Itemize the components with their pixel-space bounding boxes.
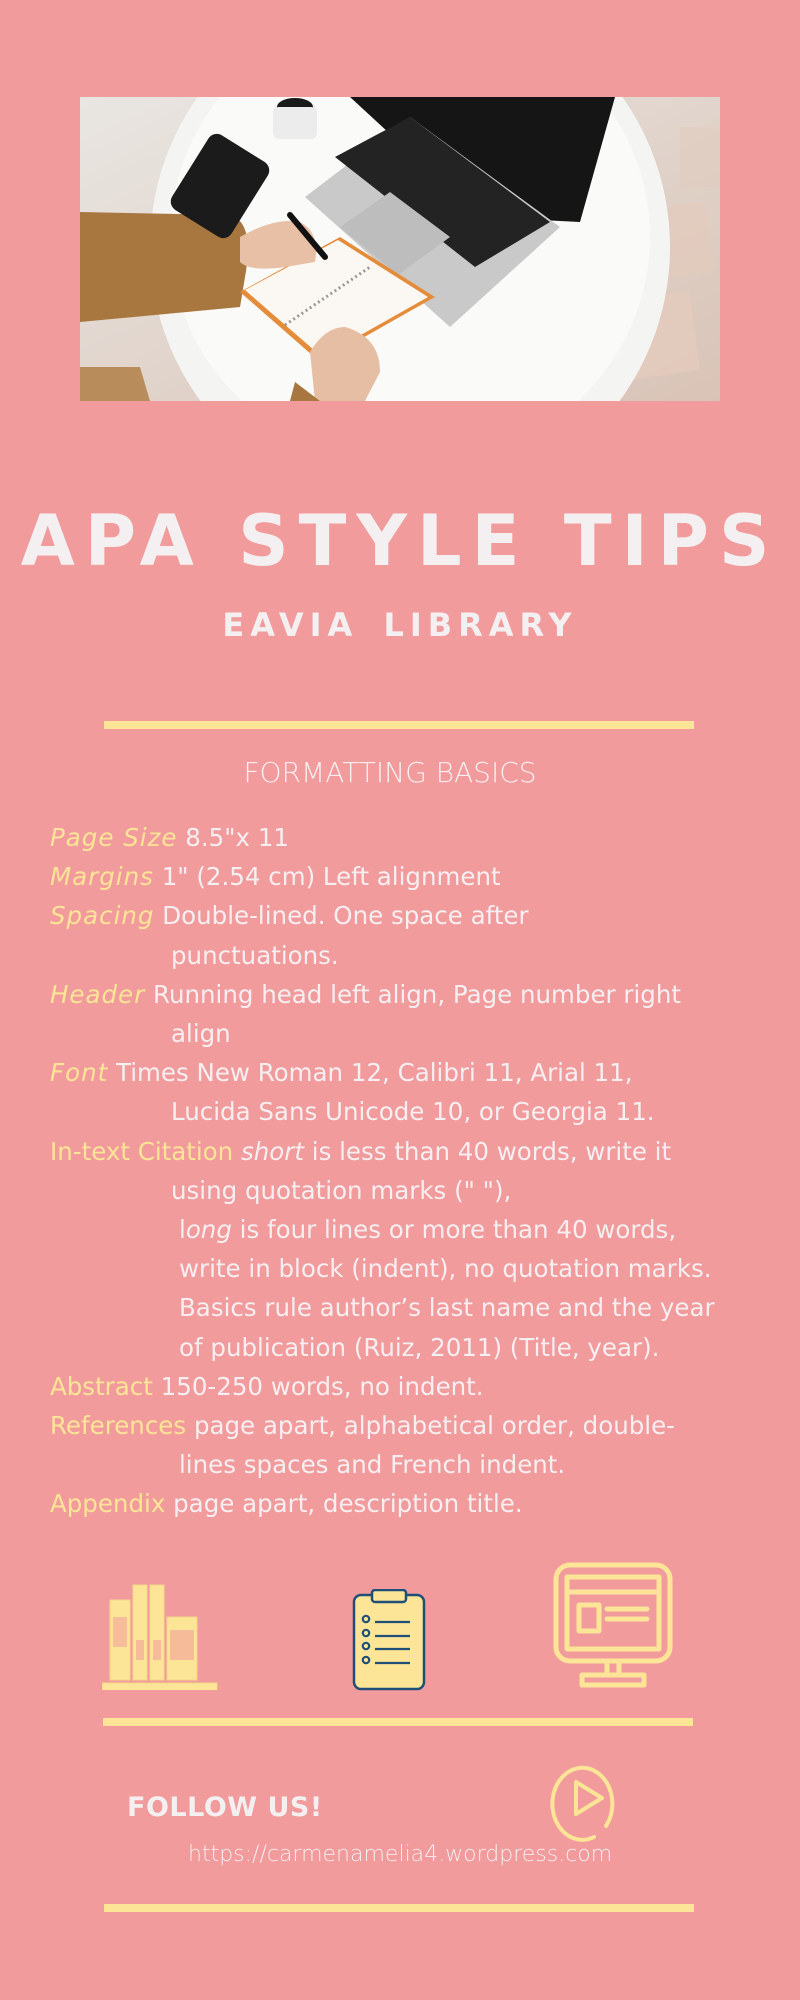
tip-margins — [50, 857, 770, 896]
follow-us-label: FOLLOW US! — [127, 1792, 323, 1823]
tip-label: Font — [50, 1058, 109, 1088]
tip-text: Double-lined. One space after — [162, 901, 529, 931]
tip-header — [50, 975, 770, 1053]
tip-text-continued: using quotation marks (" "), — [171, 1175, 512, 1205]
icons-row — [0, 1550, 800, 1700]
tip-spacing — [50, 896, 770, 974]
tip-text-continued: write in block (indent), no quotation marks. — [179, 1254, 712, 1284]
tip-label: Spacing — [50, 901, 155, 931]
hero-photo — [80, 97, 720, 401]
tip-font — [50, 1053, 770, 1131]
clipboard-checklist-icon — [352, 1589, 428, 1693]
tips-list — [50, 818, 770, 1524]
tip-label: References — [50, 1411, 187, 1441]
tip-label: In-text Citation — [50, 1136, 234, 1166]
tip-text: 150-250 words, no indent. — [160, 1371, 484, 1401]
short-keyword: short — [241, 1136, 304, 1166]
divider-top — [104, 721, 694, 729]
tip-text: 8.5"x 11 — [185, 823, 289, 852]
tip-text: page apart, alphabetical order, double- — [193, 1411, 676, 1441]
books-icon — [102, 1575, 222, 1690]
monitor-icon — [553, 1562, 675, 1690]
tip-text: page apart, description title. — [173, 1489, 523, 1519]
tip-label: Header — [50, 979, 146, 1009]
tip-text: Times New Roman 12, Calibri 11, Arial 11, — [116, 1058, 633, 1088]
divider-bottom — [104, 1904, 694, 1912]
laptop-desk-photo — [80, 97, 720, 401]
tip-label: Page Size — [50, 823, 178, 852]
long-keyword: ong — [185, 1215, 232, 1245]
long-keyword-first-letter: l — [179, 1215, 186, 1245]
tip-in-text-citation — [50, 1132, 770, 1367]
tip-text: Running head left align, Page number right — [153, 979, 681, 1009]
section-heading: FORMATTING BASICS — [243, 756, 537, 789]
tip-abstract — [50, 1367, 770, 1406]
tip-label: Margins — [50, 862, 154, 892]
tip-label: Appendix — [50, 1489, 166, 1519]
tip-text-continued: lines spaces and French indent. — [179, 1450, 566, 1480]
tip-text-continued: Basics rule author’s last name and the year — [179, 1293, 715, 1323]
tip-text: is less than 40 words, write it — [303, 1136, 672, 1166]
tip-references — [50, 1406, 770, 1484]
tip-label: Abstract — [50, 1371, 153, 1401]
website-link[interactable]: https://carmenamelia4.wordpress.com — [188, 1842, 613, 1867]
tip-appendix — [50, 1484, 770, 1523]
tip-text-continued: Lucida Sans Unicode 10, or Georgia 11. — [171, 1097, 655, 1127]
tip-text-continued — [50, 1210, 770, 1249]
play-circle-icon[interactable] — [546, 1758, 628, 1842]
tip-page-size — [50, 818, 770, 857]
tip-text-continued: align — [171, 1019, 231, 1049]
tip-text: 1" (2.54 cm) Left alignment — [161, 862, 501, 892]
tip-text-continued: of publication (Ruiz, 2011) (Title, year). — [179, 1332, 660, 1362]
divider-middle — [103, 1718, 693, 1726]
tip-text-continued: punctuations. — [171, 940, 339, 970]
tip-text: is four lines or more than 40 words, — [231, 1215, 677, 1245]
library-subtitle: EAVIA LIBRARY — [222, 606, 578, 644]
page-title: APA STYLE TIPS — [20, 500, 780, 582]
